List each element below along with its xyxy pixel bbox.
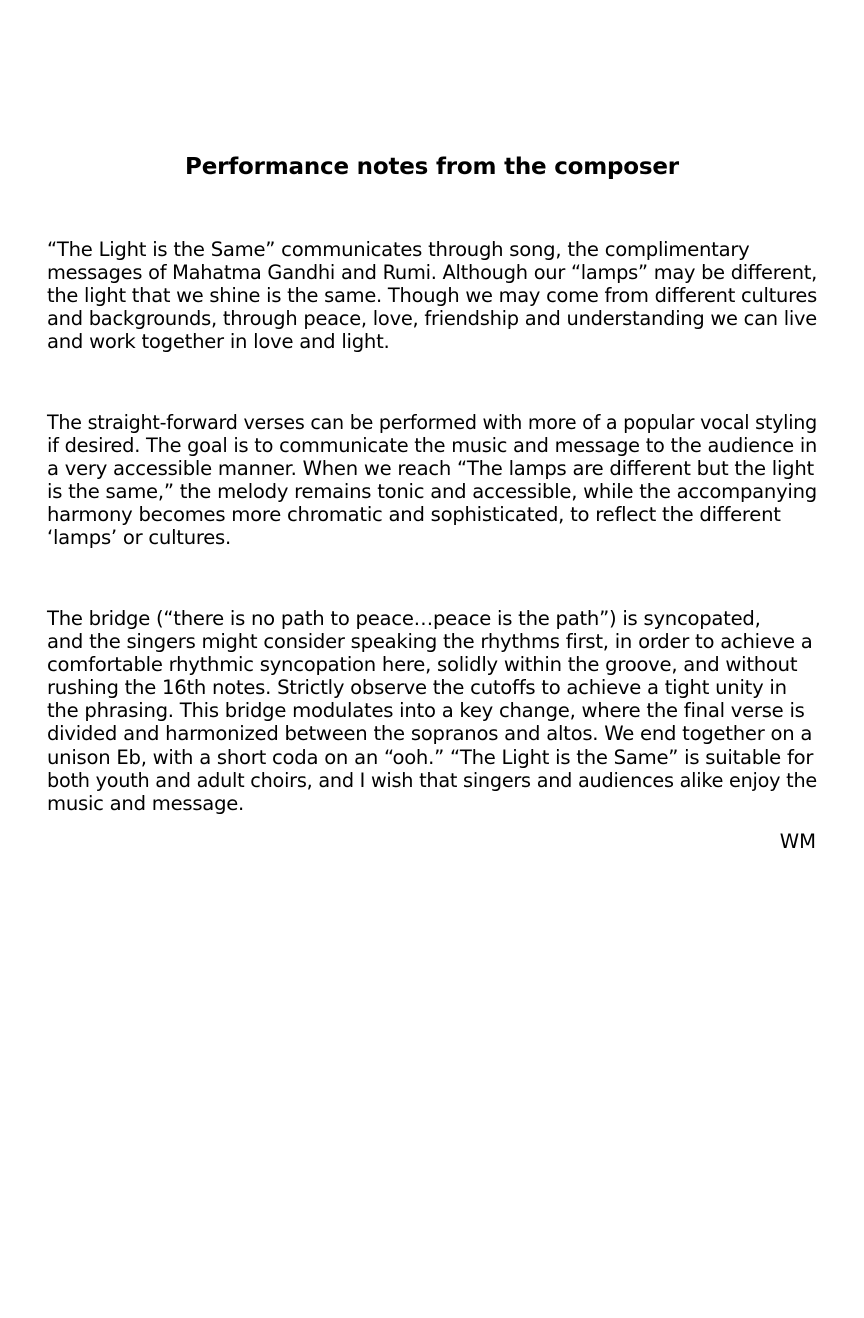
paragraph-line: harmony becomes more chromatic and sophisticated, to reflect the different xyxy=(47,503,781,527)
paragraph-line: is the same,” the melody remains tonic and accessible, while the accompanying xyxy=(47,480,817,504)
page-title: Performance notes from the composer xyxy=(185,154,679,180)
paragraph-line: if desired. The goal is to communicate the music and message to the audience in xyxy=(47,434,817,458)
paragraph-line: and backgrounds, through peace, love, friendship and understanding we can live xyxy=(47,307,818,331)
paragraph-line: divided and harmonized between the sopranos and altos. We end together on a xyxy=(47,722,813,746)
paragraph-line: music and message. xyxy=(47,791,245,815)
paragraph-line: ‘lamps’ or cultures. xyxy=(47,526,231,550)
paragraph-line: the light that we shine is the same. Though we may come from different cultures xyxy=(47,284,817,308)
signature: WM xyxy=(779,830,816,853)
paragraph-line: a very accessible manner. When we reach “The lamps are different but the light xyxy=(47,457,814,481)
paragraph-2 xyxy=(47,411,837,550)
paragraph-line: unison Eb, with a short coda on an “ooh.” “The Light is the Same” is suitable for xyxy=(47,745,814,769)
paragraph-line: rushing the 16th notes. Strictly observe the cutoffs to achieve a tight unity in xyxy=(47,676,787,700)
paragraph-1 xyxy=(47,238,837,353)
paragraph-3 xyxy=(47,607,837,815)
paragraph-line: both youth and adult choirs, and I wish that singers and audiences alike enjoy the xyxy=(47,768,817,792)
paragraph-line: the phrasing. This bridge modulates into a key change, where the final verse is xyxy=(47,699,805,723)
paragraph-line: The straight-forward verses can be performed with more of a popular vocal styling xyxy=(47,411,817,434)
paragraph-line: messages of Mahatma Gandhi and Rumi. Although our “lamps” may be different, xyxy=(47,261,817,285)
paragraph-line: comfortable rhythmic syncopation here, solidly within the groove, and without xyxy=(47,653,798,677)
paragraph-line: “The Light is the Same” communicates through song, the complimentary xyxy=(47,238,750,261)
paragraph-line: and the singers might consider speaking the rhythms first, in order to achieve a xyxy=(47,630,813,654)
paragraph-line: The bridge (“there is no path to peace…peace is the path”) is syncopated, xyxy=(47,607,761,630)
paragraph-line: and work together in love and light. xyxy=(47,330,390,354)
